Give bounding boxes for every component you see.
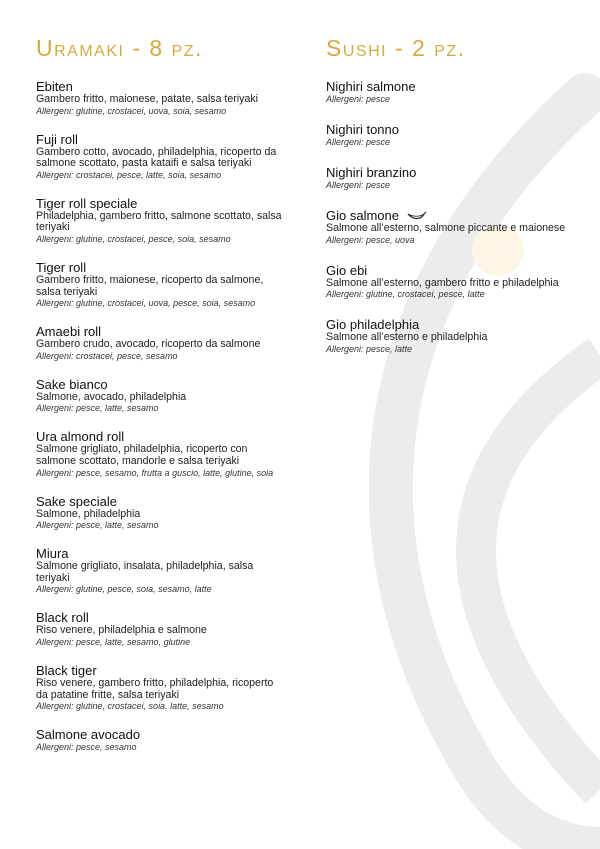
item-allergens: Allergeni: pesce, sesamo, frutta a guscio, latte, glutine, soia [36,467,274,478]
item-name: Gio philadelphia [326,317,420,333]
item-description: Salmone, philadelphia [36,507,141,520]
menu-item [36,663,286,712]
item-name-row [326,208,566,223]
item-name: Gio salmone [326,208,399,223]
item-name: Ebiten [36,79,73,94]
item-allergens: Allergeni: pesce, latte [326,343,413,354]
item-name: Salmone avocado [36,727,141,743]
item-allergens: Allergeni: pesce, sesamo [36,742,137,753]
item-description: Gambero fritto, maionese, ricoperto da salmone, salsa teriyaki [36,273,264,298]
menu-item [326,165,566,191]
item-name: Amaebi roll [36,324,102,340]
item-description: Gambero fritto, maionese, patate, salsa teriyaki [36,93,258,105]
item-name: Miura [36,546,69,562]
item-allergens: Allergeni: pesce, latte, sesamo [36,520,159,531]
item-description: Gambero cotto, avocado, philadelphia, ricoperto da salmone scottato, pasta kataifi e salsa teriyaki [36,145,277,170]
item-allergens: Allergeni: glutine, crostacei, uova, pesce, soia, sesamo [36,298,256,309]
item-description: Philadelphia, gambero fritto, salmone scottato, salsa teriyaki [36,209,282,234]
menu-item [36,324,286,362]
item-description: Riso venere, philadelphia e salmone [36,624,207,637]
menu-item [326,317,566,355]
menu-item [36,610,286,648]
menu-item [36,546,286,595]
item-allergens: Allergeni: pesce, uova [326,234,415,245]
item-name: Black tiger [36,662,97,678]
section-title-uramaki: Uramaki - 8 pz. [36,35,203,61]
item-description: Salmone all’esterno, salmone piccante e maionese [326,222,566,234]
item-name: Gio ebi [326,262,368,278]
menu-item [36,260,286,309]
item-allergens: Allergeni: glutine, crostacei, soia, latte, sesamo [36,701,224,712]
menu-item [326,263,566,301]
item-name: Tiger roll speciale [36,195,138,211]
item-allergens: Allergeni: glutine, pesce, soia, sesamo, latte [36,584,212,595]
item-description: Gambero crudo, avocado, ricoperto da salmone [36,338,261,351]
item-allergens: Allergeni: pesce, latte, sesamo, glutine [36,636,191,647]
menu-item [36,494,286,532]
section-title-sushi: Sushi - 2 pz. [326,35,466,61]
item-description: Salmone grigliato, philadelphia, ricoperto con salmone scottato, mandorle e salsa teriyaki [36,443,248,467]
item-allergens: Allergeni: pesce [326,94,391,104]
item-description: Riso venere, gambero fritto, philadelphia, ricoperto da patatine fritte, salsa teriyaki [36,676,274,701]
sushi-section [326,34,566,372]
item-description: Salmone all’esterno e philadelphia [326,331,488,344]
menu-item [36,196,286,245]
item-description: Salmone all’esterno, gambero fritto e philadelphia [326,276,559,289]
item-allergens: Allergeni: glutine, crostacei, pesce, latte [326,289,485,300]
item-name: Ura almond roll [36,429,125,445]
menu-item [36,377,286,415]
menu-item [36,132,286,181]
item-allergens: Allergeni: crostacei, pesce, latte, soia, sesamo [36,169,222,180]
chili-pepper-icon [407,211,427,221]
item-description: Salmone, avocado, philadelphia [36,390,187,403]
item-name: Black roll [36,610,89,626]
menu-item [326,208,566,246]
item-name: Sake speciale [36,493,117,509]
item-allergens: Allergeni: crostacei, pesce, sesamo [36,350,178,361]
menu-item [326,79,566,105]
menu-item [36,727,286,753]
item-name: Nighiri salmone [326,79,416,94]
menu-item [36,429,286,478]
item-allergens: Allergeni: pesce [326,137,391,147]
uramaki-section [36,34,286,768]
item-description: Salmone grigliato, insalata, philadelphia, salsa teriyaki [36,560,254,584]
menu-item [326,122,566,148]
item-allergens: Allergeni: glutine, crostacei, pesce, soia, sesamo [36,233,231,244]
item-allergens: Allergeni: pesce, latte, sesamo [36,403,159,414]
item-name: Tiger roll [36,259,87,275]
item-name: Nighiri branzino [326,165,417,180]
item-name: Sake bianco [36,376,108,392]
item-name: Nighiri tonno [326,122,399,137]
item-name: Fuji roll [36,131,78,147]
menu-item [36,79,286,117]
item-allergens: Allergeni: pesce [326,180,391,190]
item-allergens: Allergeni: glutine, crostacei, uova, soia, sesamo [36,105,227,116]
